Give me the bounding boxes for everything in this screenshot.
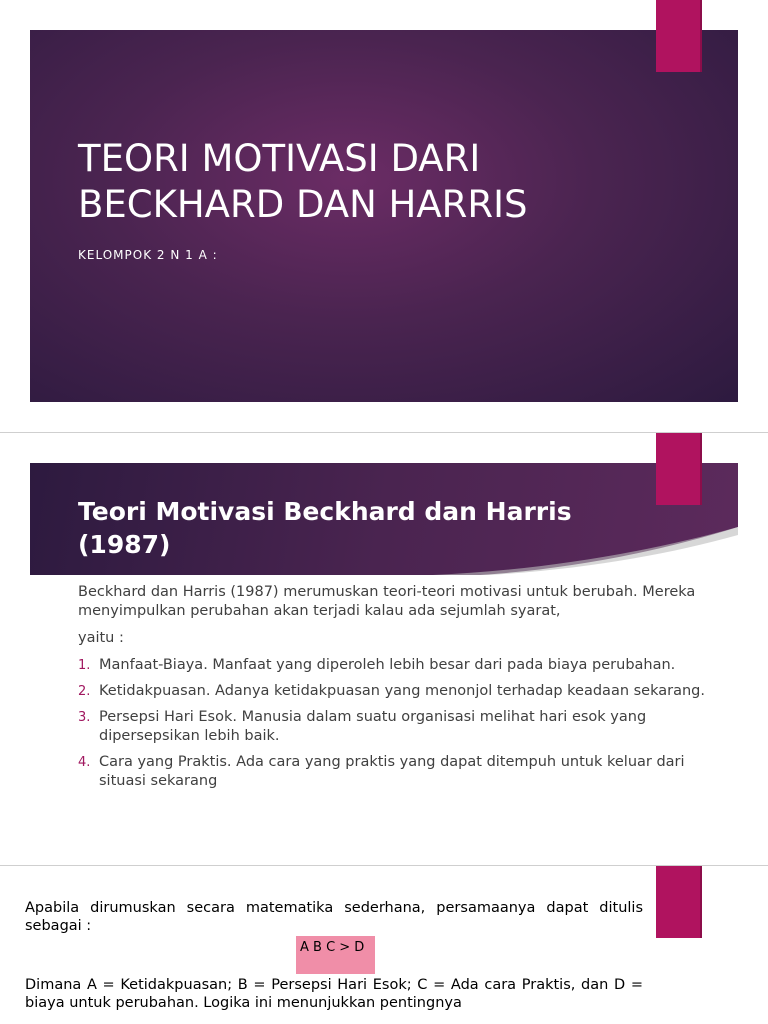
list-item <box>78 753 718 791</box>
list-number: 4. <box>78 755 91 770</box>
slide-title <box>0 0 768 432</box>
slide-theory <box>0 433 768 865</box>
slide-formula <box>0 866 768 1024</box>
accent-tab <box>656 866 702 938</box>
list-item <box>78 682 718 701</box>
slide-subtitle: KELOMPOK 2 N 1 A : <box>78 248 218 262</box>
formula-explanation: Dimana A = Ketidakpuasan; B = Persepsi Hari Esok; C = Ada cara Praktis, dan D = biaya untuk perubahan. Logika ini menunjukkan pentingnya <box>25 977 643 1011</box>
slide-title-text: TEORI MOTIVASI DARI BECKHARD DAN HARRIS <box>78 137 528 226</box>
accent-tab <box>656 433 702 505</box>
list-text: Manfaat-Biaya. Manfaat yang diperoleh lebih besar dari pada biaya perubahan. <box>99 657 676 673</box>
slide-heading: Teori Motivasi Beckhard dan Harris (1987) <box>78 497 572 559</box>
list-text: Persepsi Hari Esok. Manusia dalam suatu organisasi melihat hari esok yang dipersepsikan lebih baik. <box>99 709 647 744</box>
list-item <box>78 708 718 746</box>
list-number: 2. <box>78 684 91 699</box>
list-number: 1. <box>78 658 91 673</box>
intro-text: Beckhard dan Harris (1987) merumuskan teori-teori motivasi untuk berubah. Mereka menyimpulkan perubahan akan terjadi kalau ada sejumlah syarat, <box>78 584 696 619</box>
formula-box: A B C > D <box>296 936 375 974</box>
slide-body <box>78 583 718 798</box>
list-text: Cara yang Praktis. Ada cara yang praktis yang dapat ditempuh untuk keluar dari situasi sekarang <box>99 754 685 789</box>
formula-intro: Apabila dirumuskan secara matematika sederhana, persamaanya dapat ditulis sebagai : <box>25 900 643 934</box>
list-item <box>78 656 718 675</box>
conditions-list <box>78 656 718 791</box>
list-number: 3. <box>78 710 91 725</box>
list-text: Ketidakpuasan. Adanya ketidakpuasan yang menonjol terhadap keadaan sekarang. <box>99 683 705 699</box>
accent-tab <box>656 0 702 72</box>
lead-text: yaitu : <box>78 630 124 646</box>
